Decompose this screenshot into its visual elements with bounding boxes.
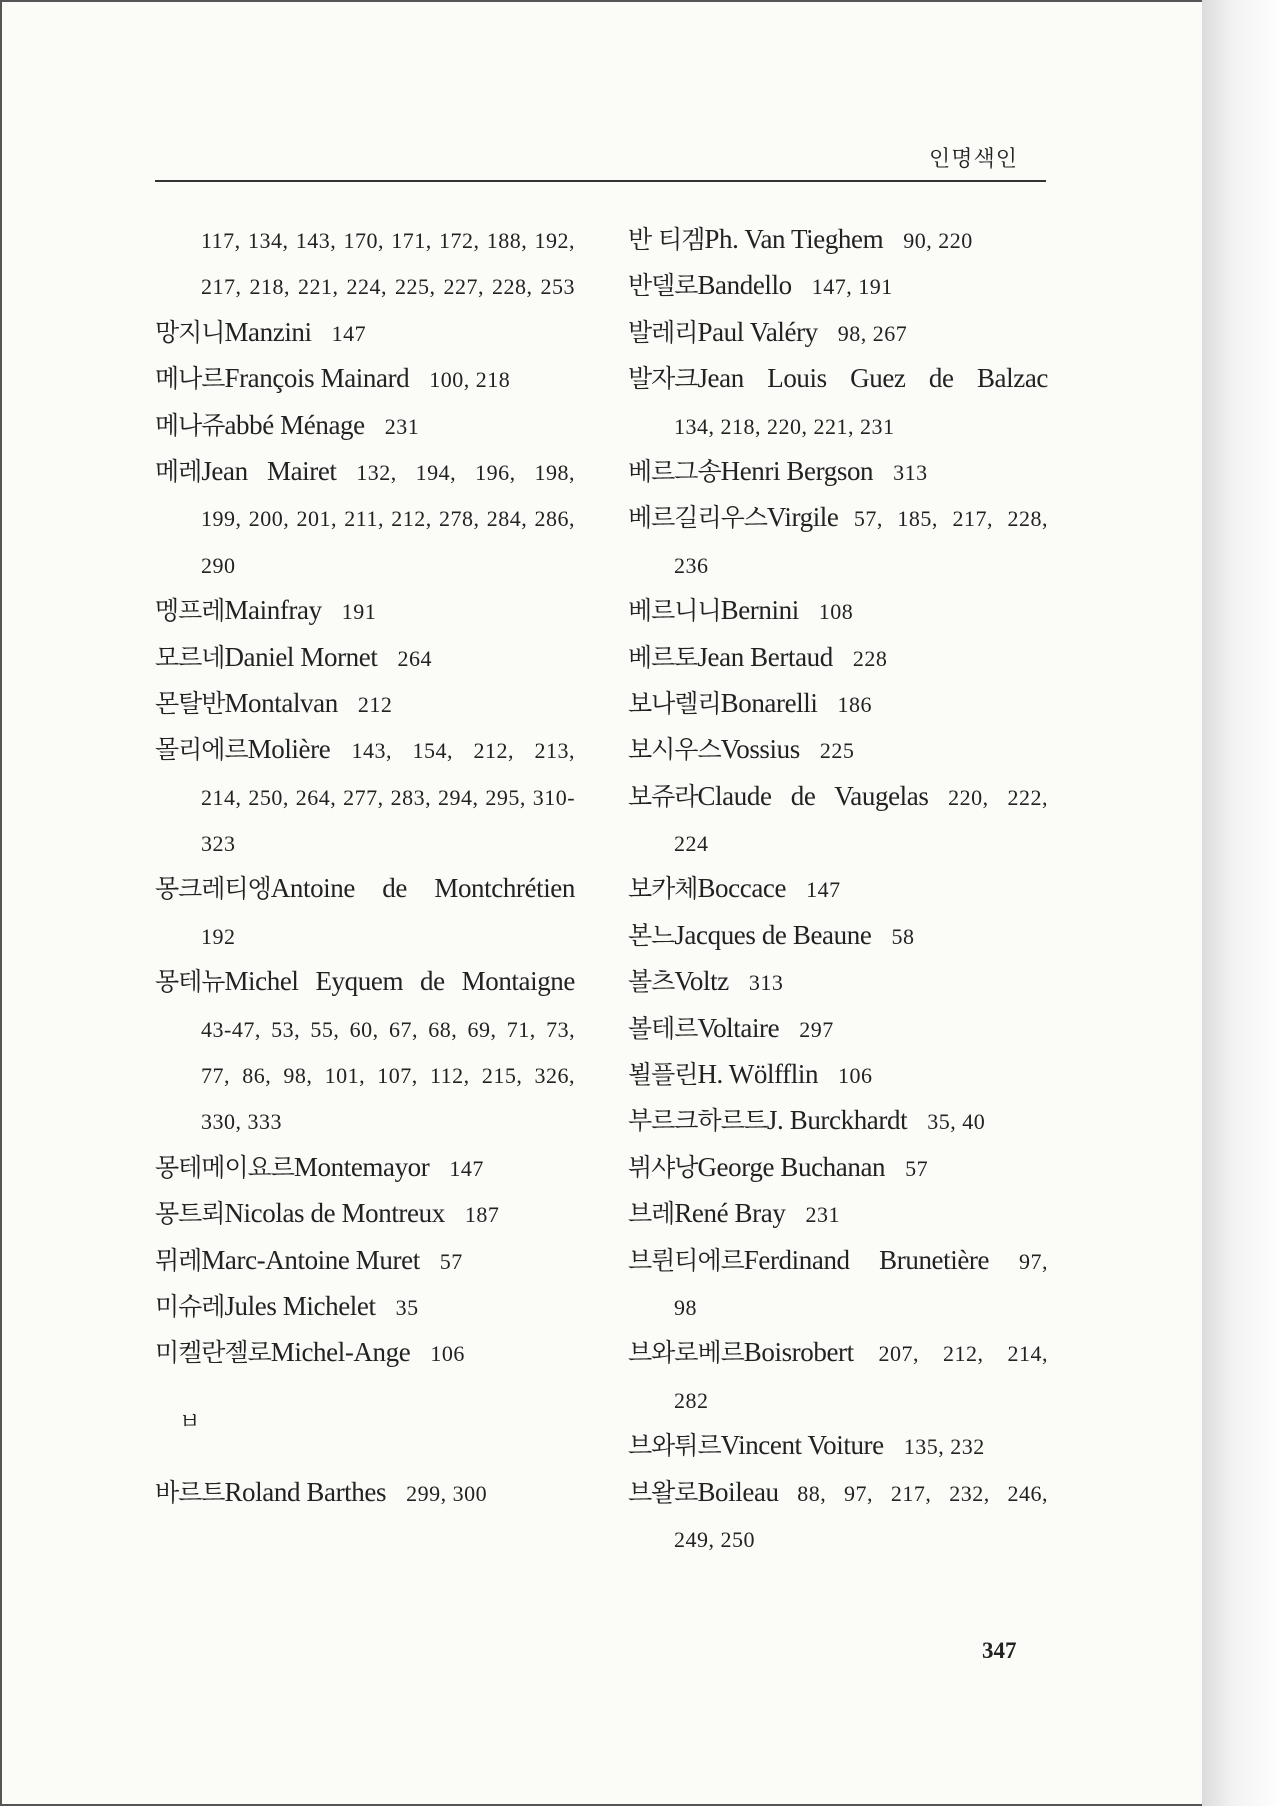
entry-original-name: Voltz: [674, 966, 729, 997]
index-entry: [628, 1237, 1048, 1283]
entry-page-refs: 225: [819, 738, 855, 764]
entry-page-refs: 132, 194, 196, 198,: [356, 459, 576, 485]
entry-original-name: abbé Ménage: [224, 409, 365, 440]
entry-page-refs: 224: [674, 831, 709, 857]
entry-korean-name: 브륀티에르: [628, 1245, 744, 1275]
entry-page-refs: 264: [397, 645, 432, 671]
entry-korean-name: 메나쥬: [155, 410, 225, 440]
entry-korean-name: 몽트뢰: [155, 1199, 225, 1229]
index-entry-continuation: [155, 1097, 575, 1143]
entry-page-refs: 147: [449, 1155, 484, 1181]
entry-page-refs: 313: [893, 459, 928, 485]
entry-page-refs: 88, 97, 217, 232, 246,: [797, 1480, 1049, 1506]
entry-page-refs: 106: [838, 1063, 873, 1089]
entry-original-name: Montalvan: [224, 687, 338, 718]
index-entry-continuation: [155, 773, 575, 819]
entry-page-refs: 147: [331, 320, 367, 346]
entry-page-refs: 134, 218, 220, 221, 231: [674, 413, 895, 439]
entry-korean-name: 본느: [628, 920, 675, 950]
entry-page-refs: 90, 220: [903, 228, 973, 253]
index-entry: [628, 680, 1048, 726]
entry-original-name: H. Wölfflin: [697, 1059, 819, 1090]
entry-page-refs: 35, 40: [927, 1109, 986, 1135]
index-entry: [628, 865, 1048, 911]
entry-page-refs: 135, 232: [903, 1434, 985, 1460]
index-entry: [155, 1469, 575, 1515]
index-entry: [155, 1329, 575, 1375]
index-entry: [628, 912, 1048, 958]
index-entry-continuation: [155, 216, 575, 262]
index-entry: [155, 1237, 575, 1283]
entry-korean-name: 모르네: [155, 642, 225, 672]
entry-korean-name: 미슈레: [155, 1291, 225, 1321]
entry-page-refs: 77, 86, 98, 101, 107, 112, 215, 326,: [201, 1063, 575, 1089]
entry-original-name: Jean Mairet: [201, 455, 337, 486]
entry-korean-name: 브왈로: [628, 1477, 698, 1507]
index-entry: [155, 355, 575, 401]
entry-page-refs: 249, 250: [674, 1526, 755, 1552]
index-entry: [628, 1005, 1048, 1051]
entry-page-refs: 297: [799, 1016, 834, 1042]
entry-original-name: Michel-Ange: [270, 1337, 411, 1368]
index-entry-continuation: [628, 1515, 1048, 1561]
entry-korean-name: 뮈레: [155, 1245, 202, 1275]
index-entry: [628, 309, 1048, 355]
index-entry: [628, 262, 1048, 308]
index-entry: [628, 1329, 1048, 1375]
entry-page-refs: 57, 185, 217, 228,: [853, 506, 1049, 532]
header-title: 인명색인: [928, 147, 1018, 172]
entry-original-name: Jacques de Beaune: [674, 919, 872, 950]
index-entry-continuation: [155, 1005, 575, 1051]
entry-page-refs: 192: [201, 923, 236, 949]
index-entry: [155, 680, 575, 726]
entry-original-name: Antoine de Montchrétien: [270, 873, 575, 904]
index-entry: [155, 1283, 575, 1329]
entry-original-name: Voltaire: [697, 1012, 780, 1043]
index-entry: [628, 216, 1048, 262]
entry-original-name: Marc-Antoine Muret: [201, 1244, 420, 1275]
entry-page-refs: 323: [201, 831, 236, 857]
entry-korean-name: 부르크하르트: [628, 1106, 767, 1136]
entry-page-refs: 207, 212, 214,: [878, 1341, 1049, 1367]
index-entry: [155, 587, 575, 633]
entry-korean-name: 보쥬라: [628, 781, 698, 811]
entry-original-name: Vincent Voiture: [720, 1430, 884, 1461]
index-column-left: [155, 216, 575, 1515]
entry-page-refs: 98, 267: [837, 320, 908, 346]
index-entry: [628, 587, 1048, 633]
entry-korean-name: 반 티겜: [628, 225, 705, 254]
entry-page-refs: 199, 200, 201, 211, 212, 278, 284, 286,: [201, 506, 576, 532]
entry-original-name: Mainfray: [224, 595, 322, 626]
entry-page-refs: 106: [430, 1341, 465, 1367]
entry-original-name: Molière: [247, 734, 331, 765]
entry-korean-name: 반델로: [628, 271, 698, 301]
index-entry-continuation: [628, 819, 1048, 865]
entry-page-refs: 290: [201, 552, 236, 578]
index-entry-continuation: [155, 1051, 575, 1097]
entry-korean-name: 뷔샤낭: [628, 1152, 698, 1182]
entry-original-name: Ferdinand Brunetière: [743, 1244, 990, 1275]
entry-korean-name: 보시우스: [628, 735, 721, 765]
entry-page-refs: 187: [464, 1202, 500, 1228]
entry-page-refs: 58: [891, 923, 915, 949]
index-entry: [628, 355, 1048, 401]
index-entry-continuation: [155, 494, 575, 540]
index-entry: [628, 1469, 1048, 1515]
index-entry: [628, 726, 1048, 772]
entry-page-refs: 57: [905, 1155, 929, 1181]
right-entry-list: [628, 216, 1048, 1561]
entry-page-refs: 236: [674, 552, 709, 578]
index-entry: [155, 1144, 575, 1190]
index-entry-continuation: [155, 541, 575, 587]
index-entry: [155, 448, 575, 494]
entry-original-name: Henri Bergson: [720, 455, 874, 486]
entry-page-refs: 100, 218: [429, 367, 511, 393]
entry-original-name: Michel Eyquem de Montaigne: [224, 966, 575, 997]
entry-page-refs: 108: [818, 599, 854, 625]
entry-page-refs: 97,: [1019, 1248, 1048, 1274]
index-entry: [155, 726, 575, 772]
entry-original-name: Bandello: [697, 270, 792, 301]
entry-page-refs: 214, 250, 264, 277, 283, 294, 295, 310-: [201, 784, 576, 810]
entry-original-name: François Mainard: [224, 363, 410, 394]
entry-korean-name: 미켈란젤로: [155, 1338, 271, 1368]
entry-page-refs: 330, 333: [201, 1109, 282, 1135]
entry-korean-name: 발레리: [628, 317, 698, 347]
entry-original-name: Claude de Vaugelas: [697, 780, 929, 811]
index-entry: [628, 1051, 1048, 1097]
entry-original-name: Paul Valéry: [697, 316, 818, 347]
left-entry-list: [155, 216, 575, 1376]
entry-original-name: Jules Michelet: [224, 1290, 376, 1321]
entry-original-name: Boisrobert: [743, 1337, 854, 1368]
entry-page-refs: 35: [395, 1294, 419, 1320]
left-after-section-list: [155, 1469, 575, 1515]
entry-page-refs: 282: [674, 1387, 709, 1413]
entry-korean-name: 멩프레: [155, 596, 225, 626]
entry-korean-name: 베르토: [628, 642, 698, 672]
index-entry: [155, 865, 575, 911]
index-entry: [155, 402, 575, 448]
entry-original-name: Montemayor: [293, 1151, 430, 1182]
entry-korean-name: 베르니니: [628, 596, 721, 626]
entry-korean-name: 보카체: [628, 874, 698, 904]
index-entry-continuation: [628, 402, 1048, 448]
index-entry-continuation: [628, 1376, 1048, 1422]
index-entry-continuation: [155, 912, 575, 958]
entry-original-name: Boileau: [697, 1476, 779, 1507]
entry-page-refs: 313: [748, 970, 784, 996]
entry-page-refs: 217, 218, 221, 224, 225, 227, 228, 253: [201, 274, 575, 300]
entry-page-refs: 220, 222,: [948, 784, 1048, 810]
entry-original-name: Roland Barthes: [224, 1476, 387, 1507]
index-entry: [628, 494, 1048, 540]
entry-korean-name: 베르그송: [628, 456, 721, 486]
index-entry: [628, 1422, 1048, 1468]
entry-korean-name: 바르트: [155, 1477, 225, 1507]
entry-page-refs: 57: [439, 1248, 463, 1274]
entry-original-name: Manzini: [224, 316, 312, 347]
entry-page-refs: 43-47, 53, 55, 60, 67, 68, 69, 71, 73,: [201, 1016, 576, 1042]
entry-korean-name: 베르길리우스: [628, 503, 767, 533]
index-entry-continuation: [628, 1283, 1048, 1329]
section-heading: ㅂ: [179, 1409, 201, 1435]
index-column-right: [628, 216, 1048, 1561]
entry-korean-name: 뵐플린: [628, 1060, 698, 1090]
index-entry: [155, 1190, 575, 1236]
entry-korean-name: 볼테르: [628, 1013, 698, 1043]
entry-page-refs: 231: [805, 1202, 840, 1228]
index-entry: [628, 773, 1048, 819]
running-header: [155, 140, 1046, 182]
entry-original-name: Jean Louis Guez de Balzac: [697, 363, 1048, 394]
entry-original-name: George Buchanan: [697, 1151, 886, 1182]
entry-korean-name: 몰리에르: [155, 735, 248, 765]
entry-korean-name: 망지니: [155, 317, 225, 347]
entry-page-refs: 231: [384, 413, 420, 439]
entry-original-name: Boccace: [697, 873, 787, 904]
entry-korean-name: 브와튀르: [628, 1431, 721, 1461]
index-entry: [628, 1097, 1048, 1143]
entry-korean-name: 발자크: [628, 364, 698, 394]
entry-page-refs: 191: [341, 599, 377, 625]
entry-page-refs: 228: [852, 645, 888, 671]
entry-korean-name: 보나렐리: [628, 688, 721, 718]
entry-page-refs: 186: [837, 691, 872, 717]
page-number: 347: [982, 1638, 1017, 1663]
index-entry: [628, 1144, 1048, 1190]
entry-page-refs: 299, 300: [406, 1480, 488, 1506]
entry-page-refs: 117, 134, 143, 170, 171, 172, 188, 192,: [201, 228, 576, 253]
entry-korean-name: 볼츠: [628, 967, 675, 997]
entry-original-name: Vossius: [720, 734, 800, 765]
entry-original-name: Jean Bertaud: [697, 641, 833, 672]
index-entry: [628, 634, 1048, 680]
entry-page-refs: 98: [674, 1294, 697, 1320]
entry-original-name: Bonarelli: [720, 687, 818, 718]
entry-original-name: Daniel Mornet: [224, 641, 378, 672]
entry-page-refs: 147: [806, 877, 841, 903]
entry-korean-name: 메나르: [155, 364, 225, 394]
index-entry: [628, 1190, 1048, 1236]
index-entry: [628, 448, 1048, 494]
entry-original-name: Bernini: [720, 595, 799, 626]
index-entry: [155, 309, 575, 355]
index-entry: [155, 634, 575, 680]
entry-korean-name: 몽테뉴: [155, 967, 225, 997]
entry-page-refs: 147, 191: [811, 274, 893, 300]
entry-page-refs: 143, 154, 212, 213,: [351, 738, 576, 764]
index-entry-continuation: [155, 819, 575, 865]
entry-korean-name: 몽테메이요르: [155, 1152, 294, 1182]
entry-korean-name: 브와로베르: [628, 1338, 744, 1368]
entry-original-name: René Bray: [674, 1198, 786, 1229]
entry-original-name: Ph. Van Tieghem: [704, 224, 884, 254]
viewer-gutter: [1202, 0, 1283, 1806]
entry-original-name: Virgile: [766, 502, 839, 533]
entry-korean-name: 몽크레티엥: [155, 874, 271, 904]
entry-page-refs: 212: [357, 691, 393, 717]
index-entry: [628, 958, 1048, 1004]
index-entry: [155, 958, 575, 1004]
index-entry-continuation: [628, 541, 1048, 587]
index-entry-continuation: [155, 262, 575, 308]
entry-korean-name: 메레: [155, 456, 202, 486]
entry-original-name: Nicolas de Montreux: [224, 1198, 445, 1229]
entry-korean-name: 브레: [628, 1199, 675, 1229]
entry-korean-name: 몬탈반: [155, 688, 225, 718]
entry-original-name: J. Burckhardt: [766, 1105, 908, 1136]
